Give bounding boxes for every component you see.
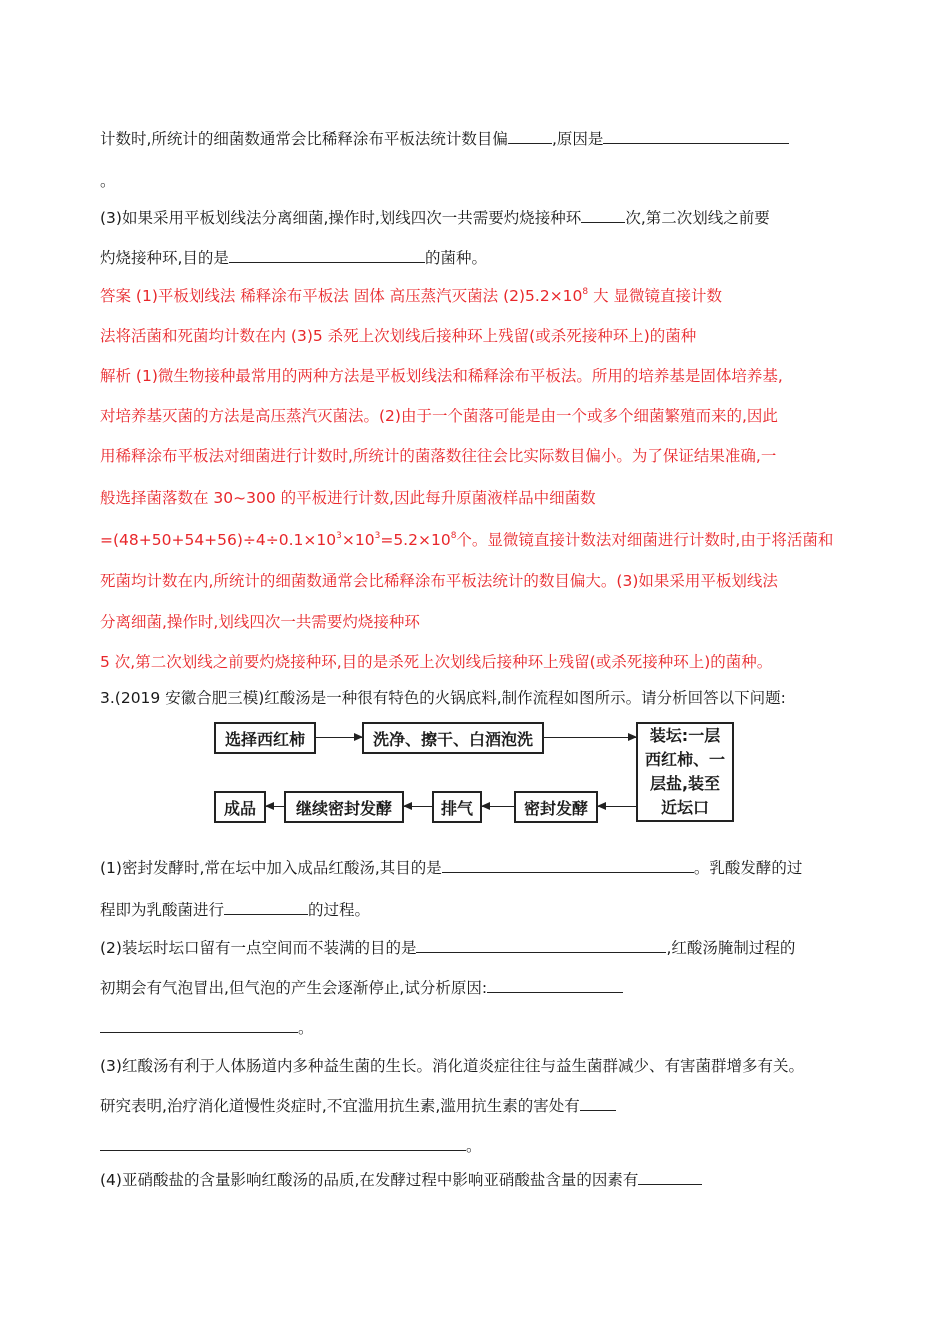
text-line: 计数时,所统计的细菌数通常会比稀释涂布平板法统计数目偏 ,原因是: [100, 128, 789, 150]
sub-question-4: (4)亚硝酸盐的含量影响红酸汤的品质,在发酵过程中影响亚硝酸盐含量的因素有: [100, 1169, 702, 1191]
answer-blank[interactable]: [580, 1095, 616, 1111]
sub-question-3-cont: 研究表明,治疗消化道慢性炎症时,不宜滥用抗生素,滥用抗生素的害处有: [100, 1095, 616, 1117]
answer-line: 答案 (1)平板划线法 稀释涂布平板法 固体 高压蒸汽灭菌法 $(2)5.2\times 10^8$ 大 显微镜直接计数: [100, 287, 723, 305]
answer-blank[interactable]: [487, 977, 623, 993]
analysis-line: 分离细菌,操作时,划线四次一共需要灼烧接种环: [100, 613, 420, 631]
answer-blank[interactable]: [638, 1169, 702, 1185]
analysis-line: 死菌均计数在内,所统计的细菌数通常会比稀释涂布平板法统计的数目偏大。(3)如果采用平板划线法: [100, 572, 778, 590]
sub-question-2: (2)装坛时坛口留有一点空间而不装满的目的是 ,红酸汤腌制过程的: [100, 939, 796, 957]
analysis-line: $=(48+50+54+56)\div 4\div 0.1\times 10^3\times 10^3=5.2\times 10^8$个。显微镜直接计数法对细菌进行计数时,由于将活菌和: [100, 531, 834, 549]
answer-blank[interactable]: [442, 857, 694, 873]
answer-blank[interactable]: [581, 207, 625, 223]
flow-step-vent: 排气: [432, 791, 482, 823]
text-line: (3)如果采用平板划线法分离细菌,操作时,划线四次一共需要灼烧接种环 次,第二次划线之前要: [100, 209, 770, 227]
analysis-line: 解析 (1)微生物接种最常用的两种方法是平板划线法和稀释涂布平板法。所用的培养基是固体培养基,: [100, 367, 783, 385]
flow-step-seal-ferment: 密封发酵: [514, 791, 598, 823]
answer-blank[interactable]: [416, 937, 666, 953]
flow-step-pack-jar: 装坛:一层 西红柿、一 层盐,装至 近坛口: [636, 722, 734, 822]
flow-arrow: [316, 737, 362, 738]
flow-step-continue-ferment: 继续密封发酵: [284, 791, 404, 823]
answer-blank[interactable]: [508, 128, 552, 144]
text-line: 。: [100, 172, 116, 190]
sub-question-2-cont: 初期会有气泡冒出,但气泡的产生会逐渐停止,试分析原因:: [100, 977, 623, 999]
flow-step-select-tomato: 选择西红柿: [214, 722, 316, 754]
answer-blank[interactable]: [224, 899, 308, 915]
flow-step-product: 成品: [214, 791, 266, 823]
answer-blank[interactable]: [229, 247, 425, 263]
flow-arrow: [404, 806, 432, 807]
flow-arrow: [598, 806, 636, 807]
sub-question-3-end: 。: [100, 1135, 482, 1157]
question-3-intro: 3.(2019 安徽合肥三模)红酸汤是一种很有特色的火锅底料,制作流程如图所示。请分析回答以下问题:: [100, 689, 786, 707]
analysis-line: 对培养基灭菌的方法是高压蒸汽灭菌法。(2)由于一个菌落可能是由一个或多个细菌繁殖而来的,因此: [100, 407, 778, 425]
answer-blank[interactable]: [100, 1135, 466, 1151]
text-line: 灼烧接种环,目的是 的菌种。: [100, 249, 487, 267]
flow-arrow: [482, 806, 514, 807]
analysis-line: 5 次,第二次划线之前要灼烧接种环,目的是杀死上次划线后接种环上残留(或杀死接种环上)的菌种。: [100, 653, 773, 671]
analysis-line: 般选择菌落数在 30~300 的平板进行计数,因此每升原菌液样品中细菌数: [100, 489, 596, 507]
sub-question-1: (1)密封发酵时,常在坛中加入成品红酸汤,其目的是 。乳酸发酵的过: [100, 859, 803, 877]
answer-blank[interactable]: [603, 128, 789, 144]
sub-question-1-cont: 程即为乳酸菌进行 的过程。: [100, 901, 371, 919]
answer-blank[interactable]: [100, 1017, 298, 1033]
sub-question-2-end: 。: [100, 1017, 314, 1039]
sub-question-3: (3)红酸汤有利于人体肠道内多种益生菌的生长。消化道炎症往往与益生菌群减少、有害菌群增多有关。: [100, 1057, 804, 1075]
answer-line: 法将活菌和死菌均计数在内 (3)5 杀死上次划线后接种环上残留(或杀死接种环上)的菌种: [100, 327, 697, 345]
flow-arrow: [266, 806, 284, 807]
flow-arrow: [544, 737, 636, 738]
analysis-line: 用稀释涂布平板法对细菌进行计数时,所统计的菌落数往往会比实际数目偏小。为了保证结果准确,一: [100, 447, 777, 465]
flow-step-wash-dry: 洗净、擦干、白酒泡洗: [362, 722, 544, 754]
